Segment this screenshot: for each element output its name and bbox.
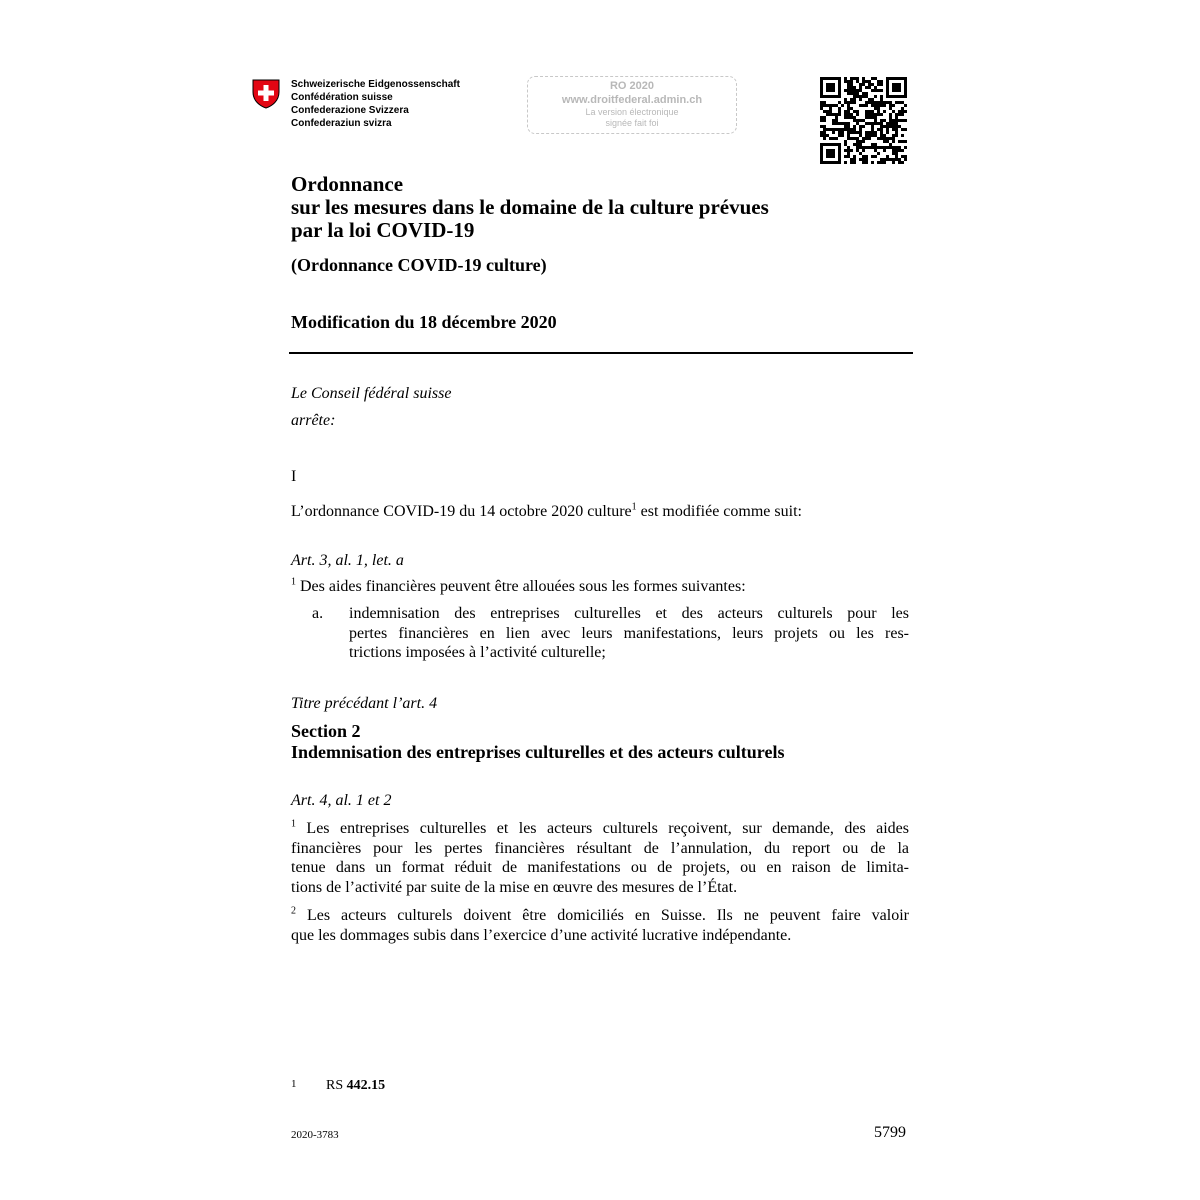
qr-code-icon xyxy=(820,77,907,164)
footnote-ref[interactable]: 1 xyxy=(631,501,637,513)
title-line-2: sur les mesures dans le domaine de la culture prévues xyxy=(291,195,769,219)
section-heading-note: Titre précédant l’art. 4 xyxy=(291,695,438,712)
federation-line-rm: Confederaziun svizra xyxy=(291,118,392,129)
list-item-text xyxy=(349,604,909,663)
title-line-1: Ordonnance xyxy=(291,172,404,196)
stamp-website: www.droitfederal.admin.ch xyxy=(561,94,703,106)
list-line-3: trictions imposées à l’activité culturelle; xyxy=(349,644,606,661)
short-title: (Ordonnance COVID-19 culture) xyxy=(291,255,547,275)
paragraph-number: 1 xyxy=(291,818,296,830)
footnote-prefix: RS xyxy=(326,1078,347,1093)
art4-paragraph-1 xyxy=(291,819,909,897)
section-number: Section 2 xyxy=(291,721,361,741)
art3-paragraph xyxy=(291,577,746,597)
intro-text: L’ordonnance COVID-19 du 14 octobre 2020 culture xyxy=(291,503,632,520)
section-name: Indemnisation des entreprises culturelles et des acteurs culturels xyxy=(291,742,785,762)
federation-line-fr: Confédération suisse xyxy=(291,92,393,103)
title-line-3: par la loi COVID-19 xyxy=(291,218,475,242)
modification-date: Modification du 18 décembre 2020 xyxy=(291,312,557,332)
footnote-number: 1 xyxy=(291,1078,297,1090)
art4-p2-line-2: que les dommages subis dans l’exercice d’une activité lucrative indépendante. xyxy=(291,926,792,944)
art3-paragraph-text: Des aides financières peuvent être allouées sous les formes suivantes: xyxy=(296,578,746,595)
page-number: 5799 xyxy=(874,1124,906,1141)
list-line-2: pertes financières en lien avec leurs manifestations, leurs projets ou les res- xyxy=(349,624,909,642)
stamp-collection: RO 2020 xyxy=(609,80,655,92)
footnote-text xyxy=(326,1077,385,1095)
list-line-1: indemnisation des entreprises culturelles et des acteurs culturels pour les xyxy=(349,605,909,622)
preamble-decree: arrête: xyxy=(291,412,336,429)
section-title xyxy=(291,721,784,763)
list-letter: a. xyxy=(312,605,324,622)
stamp-note-2: signée fait foi xyxy=(605,118,659,128)
federation-name-block xyxy=(291,78,460,130)
document-id: 2020-3783 xyxy=(291,1129,339,1141)
federation-line-de: Schweizerische Eidgenossenschaft xyxy=(291,79,460,90)
intro-sentence xyxy=(291,502,802,522)
federation-line-it: Confederazione Svizzera xyxy=(291,105,409,116)
intro-text-end: est modifiée comme suit: xyxy=(636,503,802,520)
footnote-reference[interactable]: 442.15 xyxy=(346,1078,386,1093)
paragraph-number: 2 xyxy=(291,905,296,917)
art4-p1-line-1 xyxy=(291,819,909,839)
art4-p1-line-4: tions de l’activité par suite de la mise en œuvre des mesures de l’État. xyxy=(291,878,738,896)
electronic-signature-stamp xyxy=(527,76,737,134)
art4-p1-line-2: financières pour les pertes financières résultant de l’annulation, du report ou de la xyxy=(291,839,909,857)
ordinance-title xyxy=(291,173,769,242)
art4-heading: Art. 4, al. 1 et 2 xyxy=(291,792,392,809)
part-number: I xyxy=(291,468,297,485)
swiss-cross-icon xyxy=(252,79,280,109)
title-divider xyxy=(289,352,913,354)
art3-heading: Art. 3, al. 1, let. a xyxy=(291,552,404,569)
art4-paragraph-2 xyxy=(291,906,909,945)
art4-p1-line-3: tenue dans un format réduit de manifestations ou de projets, ou en raison de limita- xyxy=(291,859,909,876)
stamp-note-1: La version électronique xyxy=(585,107,679,117)
art4-p1-line-1-text: Les entreprises culturelles et les acteurs culturels reçoivent, sur demande, des aides xyxy=(296,820,909,837)
paragraph-number: 1 xyxy=(291,576,296,588)
art4-p2-line-1-text: Les acteurs culturels doivent être domiciliés en Suisse. Ils ne peuvent faire valoir xyxy=(296,907,909,924)
preamble-authority: Le Conseil fédéral suisse xyxy=(291,385,452,402)
art4-p2-line-1 xyxy=(291,906,909,926)
